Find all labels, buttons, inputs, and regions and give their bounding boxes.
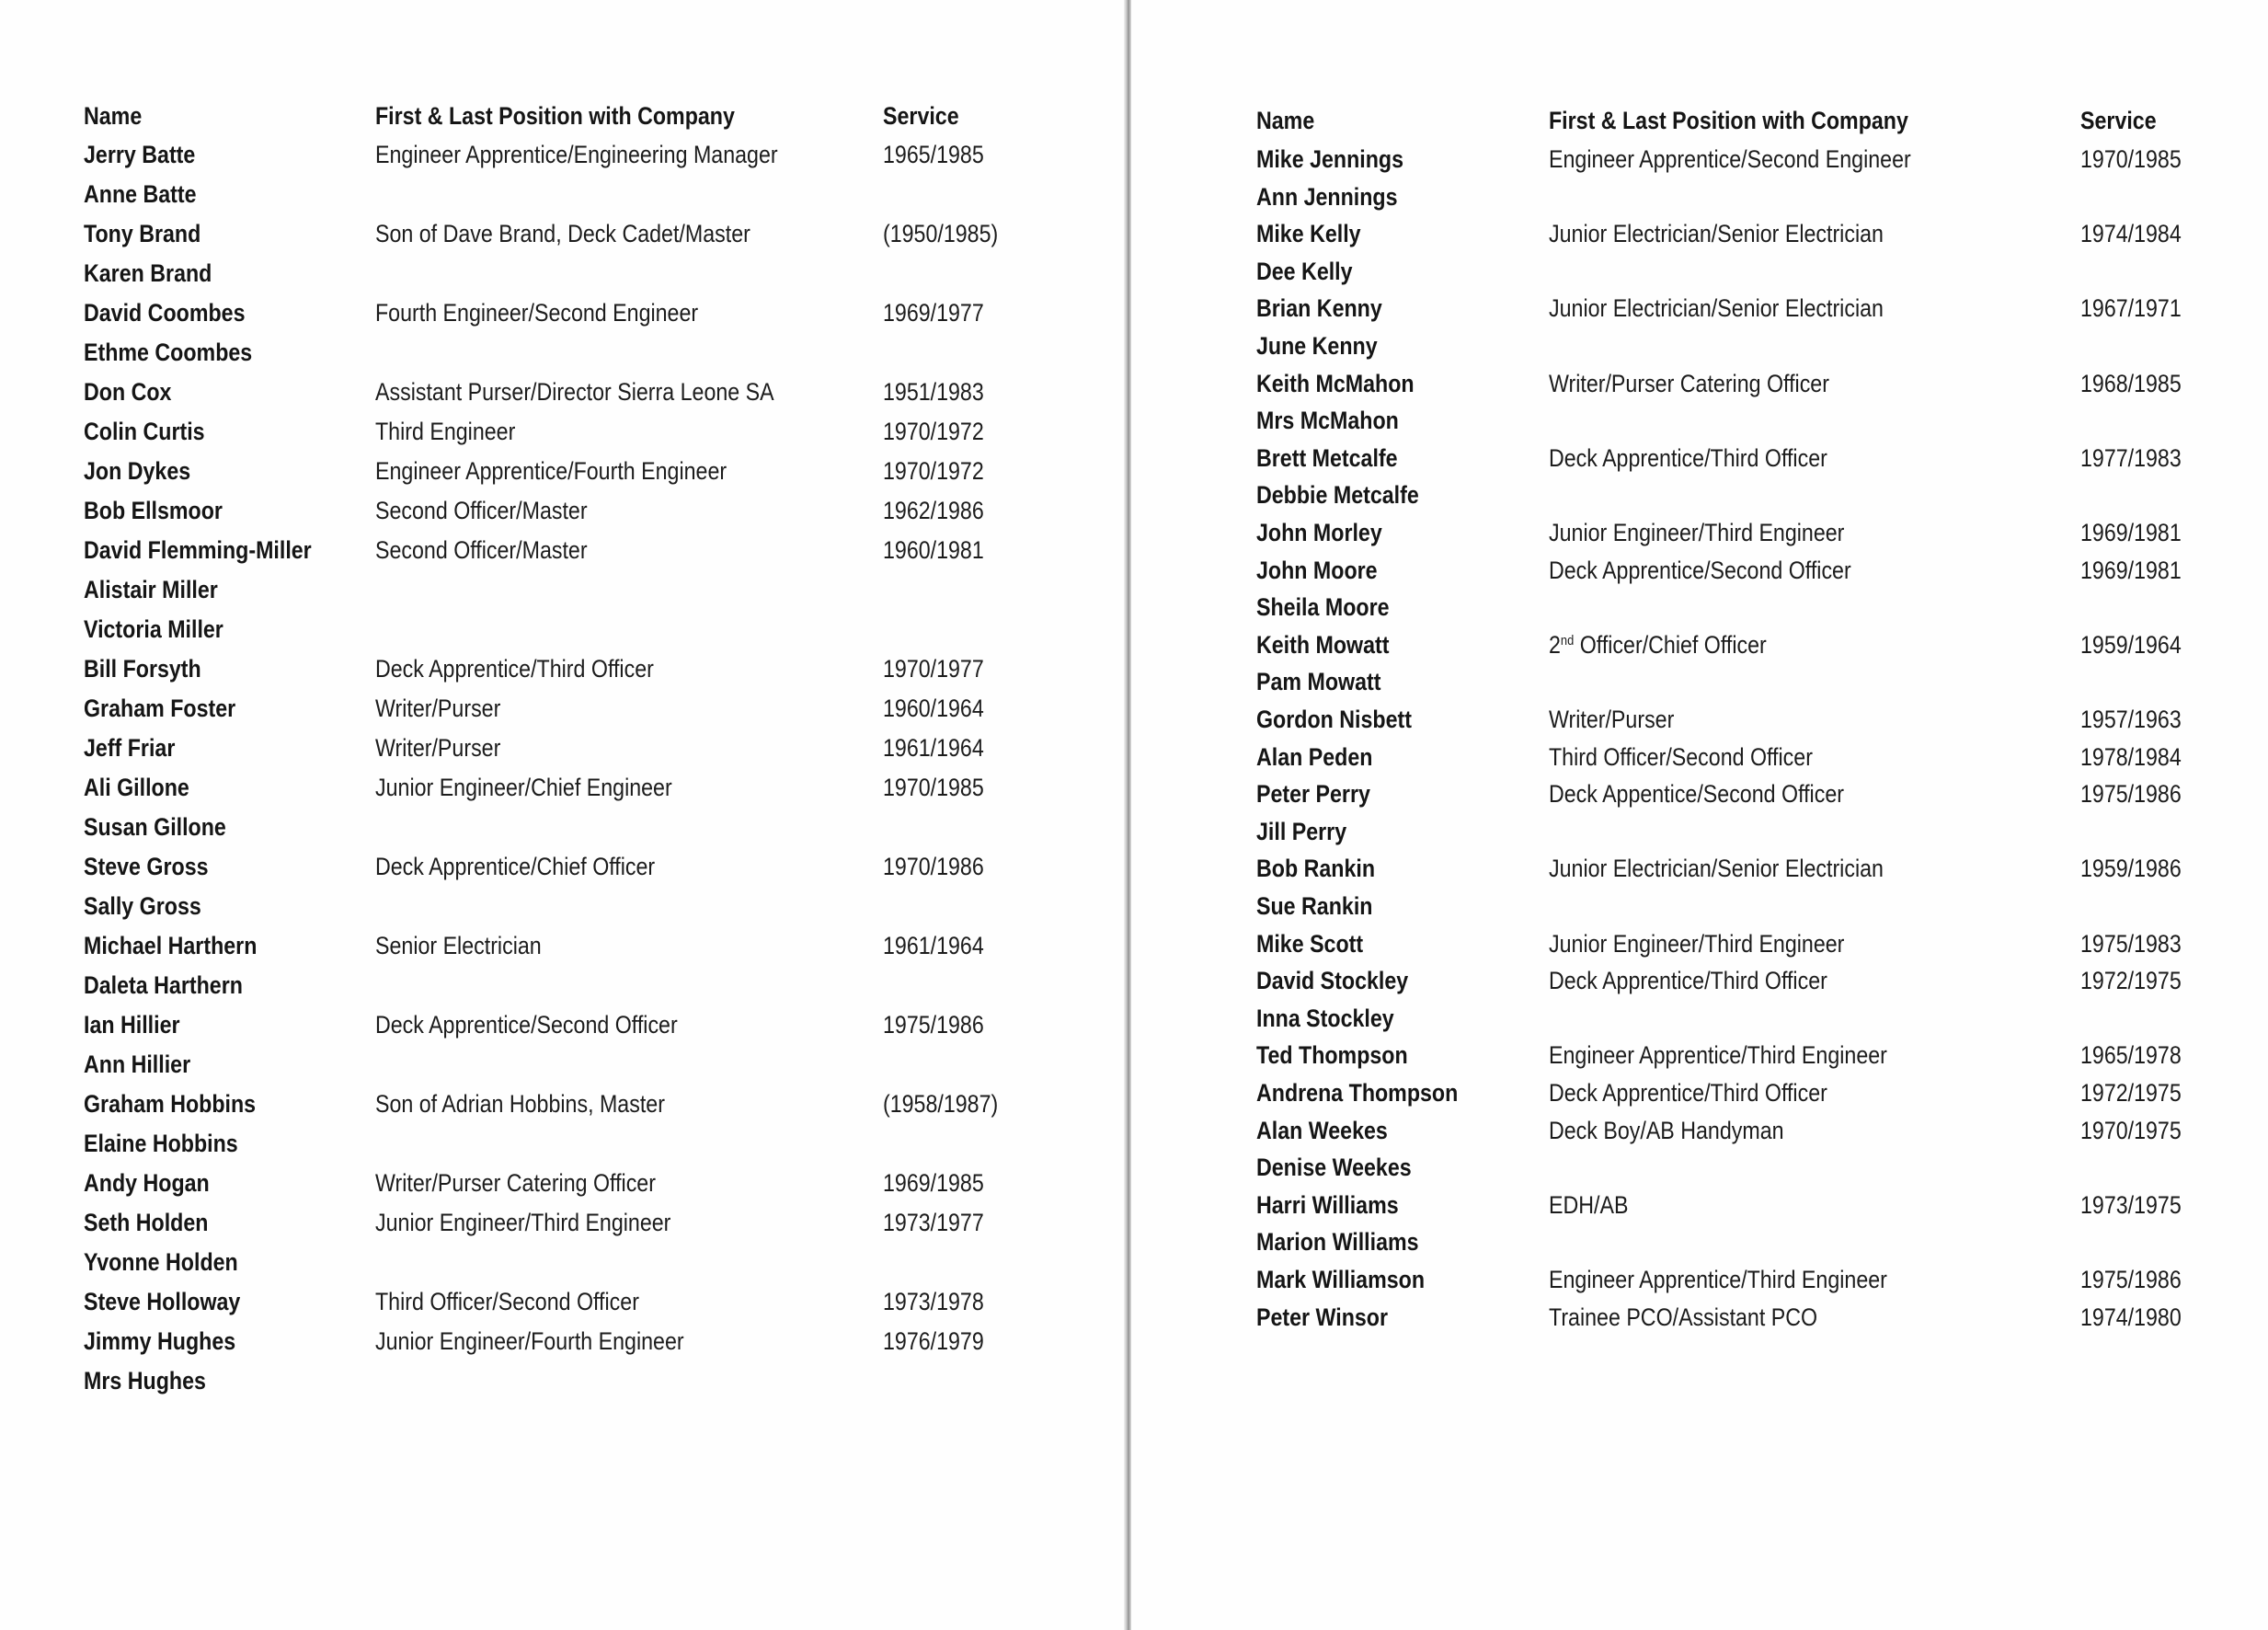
person-name: Mike Scott xyxy=(1256,929,1364,958)
service-years: 1975/1986 xyxy=(883,1011,984,1039)
position-text: Third Engineer xyxy=(375,418,516,445)
position-ordinal-number: 2 xyxy=(1549,630,1561,659)
service-years: 1977/1983 xyxy=(2080,443,2182,472)
person-name: Alistair Miller xyxy=(84,576,218,603)
table-row xyxy=(0,1244,1126,1280)
person-name: June Kenny xyxy=(1256,332,1378,360)
table-row xyxy=(0,611,1126,648)
position-text: Junior Engineer/Chief Engineer xyxy=(375,774,672,801)
position-text: Deck Apprentice/Third Officer xyxy=(1549,967,1827,995)
table-row xyxy=(1131,215,2268,252)
person-name: Ann Jennings xyxy=(1256,182,1398,211)
table-row xyxy=(0,215,1126,252)
position-text: Son of Adrian Hobbins, Master xyxy=(375,1090,665,1118)
table-row xyxy=(0,690,1126,727)
table-row xyxy=(0,334,1126,371)
person-name: Sally Gross xyxy=(84,892,201,920)
table-row xyxy=(0,294,1126,331)
table-row xyxy=(0,967,1126,1004)
person-name: Victoria Miller xyxy=(84,615,223,643)
position-text: Deck Boy/AB Handyman xyxy=(1549,1116,1784,1144)
position-text: Junior Electrician/Senior Electrician xyxy=(1549,855,1884,883)
service-years: 1970/1972 xyxy=(883,457,984,485)
service-years: 1978/1984 xyxy=(2080,742,2182,771)
table-row xyxy=(1131,1187,2268,1223)
table-row xyxy=(1131,253,2268,290)
position-text: Fourth Engineer/Second Engineer xyxy=(375,299,699,327)
person-name: Marion Williams xyxy=(1256,1228,1419,1257)
table-row xyxy=(1131,1037,2268,1073)
person-name: Peter Perry xyxy=(1256,780,1370,809)
person-name: Steve Holloway xyxy=(84,1288,241,1315)
service-years: 1970/1986 xyxy=(883,853,984,880)
service-years: 1957/1963 xyxy=(2080,706,2182,733)
person-name: Karen Brand xyxy=(84,259,212,287)
person-name: Denise Weekes xyxy=(1256,1154,1412,1182)
table-row xyxy=(1131,402,2268,439)
position-text: Junior Electrician/Senior Electrician xyxy=(1549,220,1884,248)
table-row xyxy=(0,176,1126,212)
table-row xyxy=(1131,589,2268,626)
left-page xyxy=(0,0,1126,1630)
person-name: Jeff Friar xyxy=(84,734,176,762)
table-row xyxy=(1131,775,2268,812)
header-name: Name xyxy=(1256,107,1315,134)
table-row xyxy=(1131,1223,2268,1260)
person-name: Debbie Metcalfe xyxy=(1256,481,1419,510)
table-row xyxy=(1131,514,2268,551)
table-row xyxy=(0,1006,1126,1043)
position-text: Junior Engineer/Third Engineer xyxy=(1549,519,1845,546)
service-years: 1972/1975 xyxy=(2080,967,2182,995)
person-name: Keith McMahon xyxy=(1256,369,1415,397)
person-name: Mike Kelly xyxy=(1256,220,1361,248)
person-name: Graham Foster xyxy=(84,694,236,722)
person-name: Ted Thompson xyxy=(1256,1041,1408,1070)
service-years: 1969/1981 xyxy=(2080,556,2182,584)
person-name: Ethme Coombes xyxy=(84,339,253,366)
header-service: Service xyxy=(883,102,959,130)
person-name: Michael Harthern xyxy=(84,932,258,959)
person-name: Andy Hogan xyxy=(84,1169,210,1197)
person-name: Seth Holden xyxy=(84,1209,209,1236)
table-row xyxy=(1131,365,2268,402)
person-name: Tony Brand xyxy=(84,220,201,247)
service-years: 1970/1975 xyxy=(2080,1116,2182,1144)
service-years: 1965/1985 xyxy=(883,141,984,168)
service-years: 1975/1986 xyxy=(2080,1266,2182,1293)
person-name: Mark Williamson xyxy=(1256,1266,1426,1293)
table-row xyxy=(1131,925,2268,962)
service-years: 1959/1986 xyxy=(2080,855,2182,883)
service-years: (1950/1985) xyxy=(883,220,999,247)
table-row xyxy=(1131,141,2268,178)
table-row xyxy=(1131,1112,2268,1149)
service-years: 1961/1964 xyxy=(883,932,984,959)
person-name: Peter Winsor xyxy=(1256,1303,1389,1331)
service-years: 1969/1981 xyxy=(2080,519,2182,546)
position-text: Engineer Apprentice/Second Engineer xyxy=(1549,145,1911,173)
person-name: Ian Hillier xyxy=(84,1011,180,1039)
table-row xyxy=(0,453,1126,489)
person-name: Colin Curtis xyxy=(84,418,205,445)
person-name: Gordon Nisbett xyxy=(1256,706,1412,733)
table-row xyxy=(0,571,1126,608)
table-row xyxy=(0,650,1126,687)
person-name: Ann Hillier xyxy=(84,1050,191,1078)
person-name: Mrs Hughes xyxy=(84,1367,206,1395)
table-row xyxy=(0,1125,1126,1162)
table-row xyxy=(0,769,1126,806)
table-row xyxy=(1131,290,2268,327)
right-page xyxy=(1131,0,2268,1630)
header-name: Name xyxy=(84,102,143,130)
service-years: (1958/1987) xyxy=(883,1090,999,1118)
person-name: Alan Weekes xyxy=(1256,1116,1388,1144)
position-text: Writer/Purser xyxy=(375,694,501,722)
service-years: 1975/1983 xyxy=(2080,929,2182,958)
person-name: Pam Mowatt xyxy=(1256,668,1381,696)
person-name: David Stockley xyxy=(1256,967,1409,995)
table-row xyxy=(0,1046,1126,1083)
person-name: Harri Williams xyxy=(1256,1190,1399,1219)
position-text: Writer/Purser Catering Officer xyxy=(375,1169,656,1197)
header-position: First & Last Position with Company xyxy=(1549,107,1908,134)
person-name: Steve Gross xyxy=(84,853,209,880)
table-row xyxy=(1131,962,2268,999)
service-years: 1962/1986 xyxy=(883,497,984,524)
table-row xyxy=(1131,1074,2268,1111)
service-years: 1969/1985 xyxy=(883,1169,984,1197)
position-text: Writer/Purser xyxy=(1549,706,1675,733)
table-row xyxy=(0,532,1126,568)
table-row xyxy=(1131,701,2268,738)
service-years: 1967/1971 xyxy=(2080,294,2182,323)
person-name: Susan Gillone xyxy=(84,813,226,841)
person-name: Jon Dykes xyxy=(84,457,191,485)
position-text: Writer/Purser xyxy=(375,734,501,762)
position-text: Third Officer/Second Officer xyxy=(375,1288,639,1315)
person-name: Brett Metcalfe xyxy=(1256,443,1398,472)
position-text: Deck Apprentice/Third Officer xyxy=(1549,443,1827,472)
service-years: 1969/1977 xyxy=(883,299,984,327)
table-row xyxy=(0,809,1126,845)
position-text: Deck Apprentice/Second Officer xyxy=(375,1011,678,1039)
position-text: Engineer Apprentice/Engineering Manager xyxy=(375,141,778,168)
table-row xyxy=(1131,1000,2268,1037)
table-row xyxy=(0,1323,1126,1360)
table-row xyxy=(1131,476,2268,513)
person-name: Keith Mowatt xyxy=(1256,630,1390,659)
person-name: Alan Peden xyxy=(1256,742,1373,771)
position-text: Deck Apprentice/Third Officer xyxy=(375,655,654,683)
position-text: EDH/AB xyxy=(1549,1190,1629,1219)
position-text: Senior Electrician xyxy=(375,932,542,959)
person-name: Yvonne Holden xyxy=(84,1248,238,1276)
service-years: 1968/1985 xyxy=(2080,369,2182,397)
person-name: Bob Rankin xyxy=(1256,855,1376,883)
table-row xyxy=(0,1085,1126,1122)
person-name: Sheila Moore xyxy=(1256,593,1390,622)
table-row xyxy=(0,373,1126,410)
position-text: Assistant Purser/Director Sierra Leone SA xyxy=(375,378,774,406)
table-row xyxy=(0,136,1126,173)
person-name: Mrs McMahon xyxy=(1256,407,1399,435)
position-text xyxy=(1549,626,1767,663)
table-row xyxy=(0,413,1126,450)
position-text: Engineer Apprentice/Third Engineer xyxy=(1549,1041,1887,1070)
table-row xyxy=(0,927,1126,964)
table-row xyxy=(1131,626,2268,663)
service-years: 1970/1985 xyxy=(883,774,984,801)
person-name: John Moore xyxy=(1256,556,1378,584)
table-row xyxy=(0,492,1126,529)
table-row xyxy=(0,888,1126,924)
service-years: 1975/1986 xyxy=(2080,780,2182,809)
position-text: Deck Apprentice/Second Officer xyxy=(1549,556,1851,584)
person-name: Ali Gillone xyxy=(84,774,189,801)
service-years: 1973/1978 xyxy=(883,1288,984,1315)
table-row xyxy=(1131,1261,2268,1298)
table-row xyxy=(0,1283,1126,1320)
person-name: Sue Rankin xyxy=(1256,892,1373,920)
position-text: Junior Engineer/Third Engineer xyxy=(375,1209,671,1236)
position-text: Third Officer/Second Officer xyxy=(1549,742,1813,771)
header-position: First & Last Position with Company xyxy=(375,102,735,130)
person-name: Andrena Thompson xyxy=(1256,1079,1459,1107)
person-name: David Flemming-Miller xyxy=(84,536,312,564)
service-years: 1970/1972 xyxy=(883,418,984,445)
service-years: 1961/1964 xyxy=(883,734,984,762)
service-years: 1960/1964 xyxy=(883,694,984,722)
table-row xyxy=(0,848,1126,885)
position-text: Writer/Purser Catering Officer xyxy=(1549,369,1829,397)
person-name: Jill Perry xyxy=(1256,817,1347,845)
position-text: Engineer Apprentice/Third Engineer xyxy=(1549,1266,1887,1293)
service-years: 1959/1964 xyxy=(2080,630,2182,659)
table-row xyxy=(1131,663,2268,700)
person-name: Brian Kenny xyxy=(1256,294,1382,323)
position-text: Second Officer/Master xyxy=(375,536,588,564)
position-text: Junior Electrician/Senior Electrician xyxy=(1549,294,1884,323)
position-text: Son of Dave Brand, Deck Cadet/Master xyxy=(375,220,750,247)
service-years: 1973/1975 xyxy=(2080,1190,2182,1219)
table-row xyxy=(1131,739,2268,775)
table-row xyxy=(1131,850,2268,887)
table-row xyxy=(0,729,1126,766)
person-name: Graham Hobbins xyxy=(84,1090,257,1118)
service-years: 1974/1980 xyxy=(2080,1303,2182,1331)
table-row xyxy=(1131,552,2268,589)
service-years: 1974/1984 xyxy=(2080,220,2182,248)
position-text: Junior Engineer/Fourth Engineer xyxy=(375,1327,684,1355)
person-name: Anne Batte xyxy=(84,180,197,208)
person-name: Jimmy Hughes xyxy=(84,1327,236,1355)
table-row xyxy=(0,255,1126,292)
table-row xyxy=(1131,440,2268,476)
service-years: 1951/1983 xyxy=(883,378,984,406)
person-name: John Morley xyxy=(1256,519,1382,546)
table-row xyxy=(0,1362,1126,1399)
person-name: David Coombes xyxy=(84,299,246,327)
table-row xyxy=(1131,1149,2268,1186)
position-text: Trainee PCO/Assistant PCO xyxy=(1549,1303,1818,1331)
position-text: Deck Appentice/Second Officer xyxy=(1549,780,1844,809)
service-years: 1960/1981 xyxy=(883,536,984,564)
person-name: Dee Kelly xyxy=(1256,257,1353,285)
table-row xyxy=(1131,327,2268,364)
position-ordinal-suffix: nd xyxy=(1560,632,1575,649)
service-years: 1965/1978 xyxy=(2080,1041,2182,1070)
service-years: 1970/1985 xyxy=(2080,145,2182,173)
service-years: 1972/1975 xyxy=(2080,1079,2182,1107)
table-row xyxy=(1131,813,2268,850)
service-years: 1973/1977 xyxy=(883,1209,984,1236)
position-text: Second Officer/Master xyxy=(375,497,588,524)
table-row xyxy=(1131,178,2268,215)
person-name: Daleta Harthern xyxy=(84,971,243,999)
table-row xyxy=(1131,888,2268,924)
person-name: Elaine Hobbins xyxy=(84,1130,238,1157)
person-name: Jerry Batte xyxy=(84,141,196,168)
position-text: Deck Apprentice/Third Officer xyxy=(1549,1079,1827,1107)
position-rest: Officer/Chief Officer xyxy=(1574,630,1767,659)
table-row xyxy=(1131,1299,2268,1336)
person-name: Mike Jennings xyxy=(1256,145,1404,173)
service-years: 1976/1979 xyxy=(883,1327,984,1355)
person-name: Bill Forsyth xyxy=(84,655,201,683)
service-years: 1970/1977 xyxy=(883,655,984,683)
person-name: Bob Ellsmoor xyxy=(84,497,223,524)
right-table-header xyxy=(1131,102,2268,139)
position-text: Engineer Apprentice/Fourth Engineer xyxy=(375,457,727,485)
position-text: Junior Engineer/Third Engineer xyxy=(1549,929,1845,958)
person-name: Don Cox xyxy=(84,378,172,406)
left-table-header xyxy=(0,98,1126,134)
person-name: Inna Stockley xyxy=(1256,1004,1394,1032)
table-row xyxy=(0,1204,1126,1241)
table-row xyxy=(0,1165,1126,1201)
position-text: Deck Apprentice/Chief Officer xyxy=(375,853,656,880)
header-service: Service xyxy=(2080,107,2157,134)
